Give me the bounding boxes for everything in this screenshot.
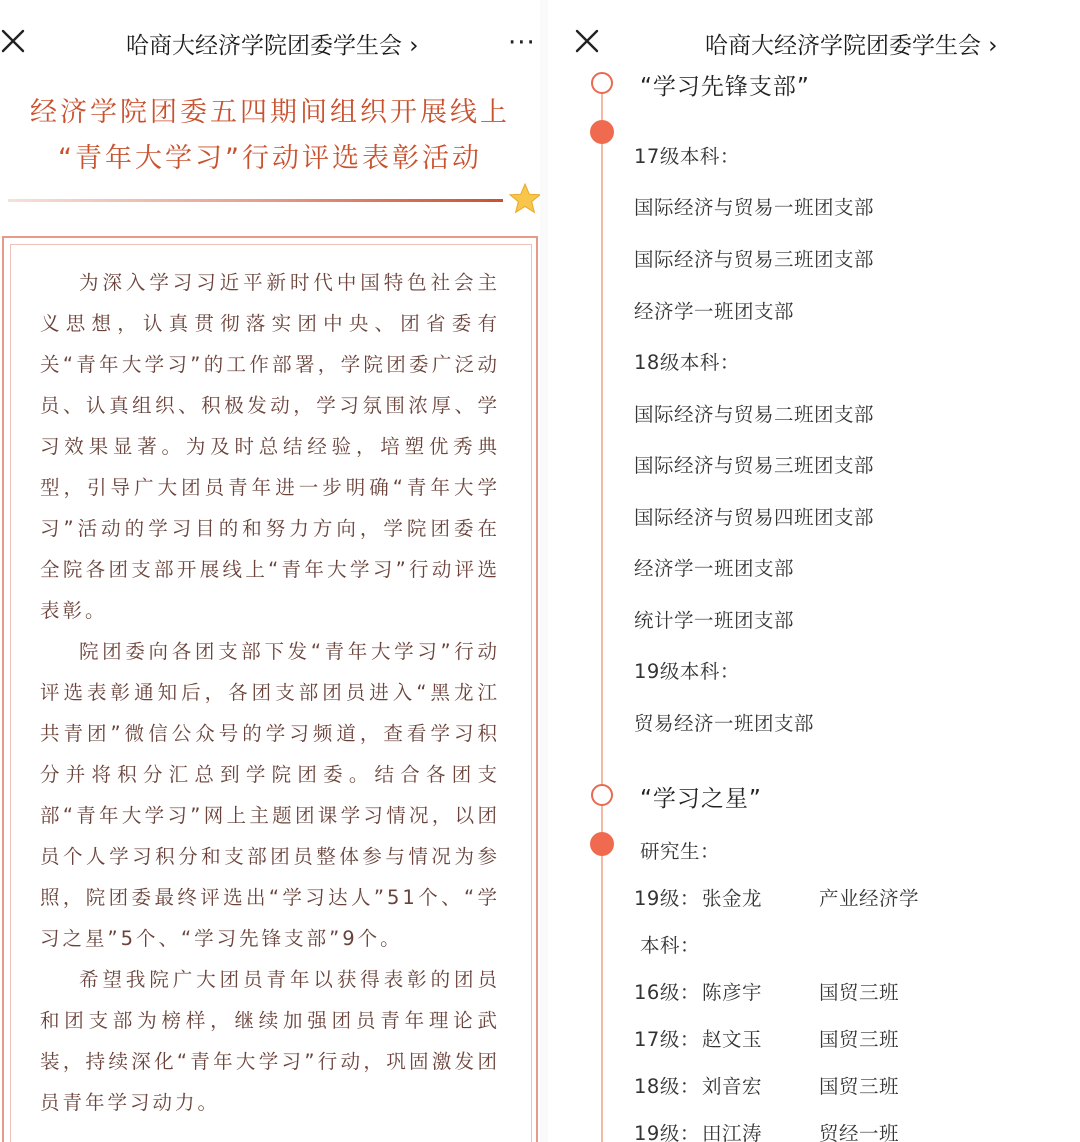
star-icon — [508, 182, 540, 216]
star-name: 陈彦宇 — [702, 981, 763, 1004]
star-name: 张金龙 — [702, 887, 763, 910]
group-label: 18级本科： — [634, 351, 740, 374]
article-title-line1: 经济学院团委五四期间组织开展线上 — [30, 97, 510, 128]
paragraph: 为深入学习习近平新时代中国特色社会主义思想，认真贯彻落实团中央、团省委有关“青年大学习”的工作部署，学院团委广泛动员、认真组织、积极发动，学习氛围浓厚、学习效果显著。为及时总结经验，培塑优秀典型，引导广大团员青年进一步明确“青年大学习”活动的学习目的和努力方向，学院团委在全院各团支部开展线上“青年大学习”行动评选表彰。 — [40, 271, 500, 622]
list-item: 贸易经济一班团支部 — [634, 712, 815, 735]
star-name: 赵文玉 — [702, 1028, 763, 1051]
account-title[interactable]: 哈商大经济学院团委学生会 › — [705, 33, 998, 59]
close-icon[interactable] — [0, 28, 26, 54]
close-icon[interactable] — [574, 28, 600, 54]
list-item: 国际经济与贸易三班团支部 — [634, 454, 875, 477]
section-heading-pioneer: “学习先锋支部” — [640, 74, 810, 100]
list-item: 经济学一班团支部 — [634, 557, 795, 580]
star-grade: 17级： — [634, 1028, 700, 1051]
article-title — [0, 90, 540, 182]
list-item: 经济学一班团支部 — [634, 300, 795, 323]
group-label: 研究生： — [640, 840, 721, 863]
section-heading-stars: “学习之星” — [640, 786, 762, 812]
star-class: 国贸三班 — [819, 981, 900, 1004]
star-name: 田江涛 — [702, 1122, 763, 1142]
group-label: 本科： — [640, 934, 701, 957]
star-name: 刘音宏 — [702, 1075, 763, 1098]
list-item: 国际经济与贸易二班团支部 — [634, 403, 875, 426]
account-title[interactable]: 哈商大经济学院团委学生会 › — [126, 33, 419, 59]
right-topbar — [548, 0, 1080, 78]
right-article-pane — [548, 0, 1080, 1142]
left-topbar — [0, 0, 540, 78]
list-item: 国际经济与贸易四班团支部 — [634, 506, 875, 529]
star-grade: 18级： — [634, 1075, 700, 1098]
star-grade: 19级： — [634, 887, 700, 910]
article-title-line2: “青年大学习”行动评选表彰活动 — [58, 143, 482, 174]
paragraph: 希望我院广大团员青年以获得表彰的团员和团支部为榜样，继续加强团员青年理论武装，持续深化“青年大学习”行动，巩固激发团员青年学习动力。 — [40, 968, 500, 1114]
timeline-node-hollow — [591, 784, 613, 806]
star-class: 贸经一班 — [819, 1122, 900, 1142]
timeline-line — [601, 78, 603, 1142]
timeline-node-solid — [590, 832, 614, 856]
star-class: 产业经济学 — [819, 887, 920, 910]
paragraph: 院团委向各团支部下发“青年大学习”行动评选表彰通知后，各团支部团员进入“黑龙江共青团”微信公众号的学习频道，查看学习积分并将积分汇总到学院团委。结合各团支部“青年大学习”网上主题团课学习情况，以团员个人学习积分和支部团员整体参与情况为参照，院团委最终评选出“学习达人”51个、“学习之星”5个、“学习先锋支部”9个。 — [40, 640, 500, 950]
list-item: 国际经济与贸易三班团支部 — [634, 248, 875, 271]
article-body — [40, 262, 500, 1123]
group-label: 17级本科： — [634, 145, 740, 168]
timeline-node-solid — [590, 120, 614, 144]
star-grade: 16级： — [634, 981, 700, 1004]
list-item: 统计学一班团支部 — [634, 609, 795, 632]
star-class: 国贸三班 — [819, 1028, 900, 1051]
title-underline — [8, 199, 503, 202]
timeline-node-hollow — [591, 72, 613, 94]
star-class: 国贸三班 — [819, 1075, 900, 1098]
more-icon[interactable]: ··· — [508, 28, 536, 58]
pane-divider — [540, 0, 548, 1142]
list-item: 国际经济与贸易一班团支部 — [634, 196, 875, 219]
group-label: 19级本科： — [634, 660, 740, 683]
star-grade: 19级： — [634, 1122, 700, 1142]
